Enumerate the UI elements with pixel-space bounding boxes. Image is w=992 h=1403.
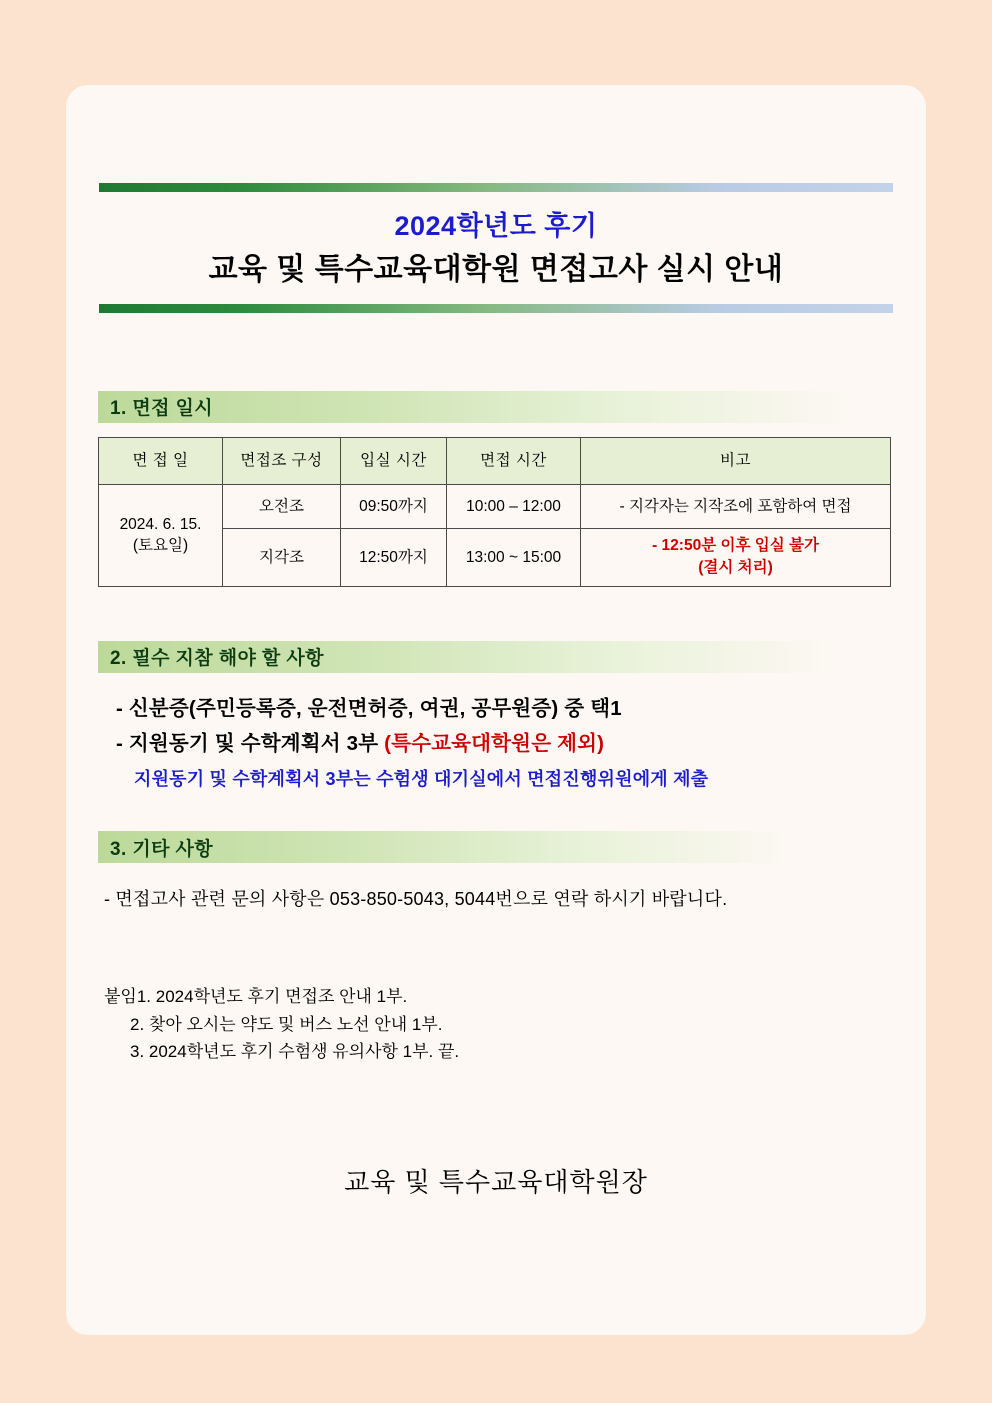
table-header-row [99, 437, 891, 484]
cell-note-warning-line2: (결시 처리) [698, 559, 773, 577]
column-header-date: 면 접 일 [99, 437, 223, 484]
section-heading-other [98, 831, 798, 863]
title-rule-top [99, 183, 893, 192]
title-block [98, 85, 894, 313]
required-item-2-text: - 지원동기 및 수학계획서 3부 [116, 732, 385, 756]
section2-label: 2. 필수 지참 해야 할 사항 [110, 648, 324, 670]
cell-enter-time: 09:50까지 [341, 484, 447, 528]
column-header-note: 비고 [581, 437, 891, 484]
title-rule-bottom [99, 304, 893, 313]
cell-enter-time: 12:50까지 [341, 528, 447, 586]
cell-date [99, 484, 223, 586]
column-header-group: 면접조 구성 [223, 437, 341, 484]
cell-date-line1: 2024. 6. 15. [119, 515, 202, 533]
section1-label: 1. 면접 일시 [110, 398, 214, 420]
attachment-line-1: 붙임1. 2024학년도 후기 면접조 안내 1부. [104, 987, 408, 1007]
cell-date-line2: (토요일) [132, 537, 189, 555]
column-header-enter-time: 입실 시간 [341, 437, 447, 484]
document-page [66, 85, 926, 1335]
attachments-block [98, 983, 894, 1066]
column-header-interview-time: 면접 시간 [447, 437, 581, 484]
cell-note-warning-line1: - 12:50분 이후 입실 불가 [652, 536, 819, 554]
table-row [99, 484, 891, 528]
cell-group: 오전조 [223, 484, 341, 528]
section3-label: 3. 기타 사항 [110, 838, 214, 860]
cell-interview-time: 13:00 ~ 15:00 [447, 528, 581, 586]
cell-note: - 지각자는 지작조에 포함하여 면접 [581, 484, 891, 528]
attachment-line-3: 3. 2024학년도 후기 수험생 유의사항 1부. 끝. [130, 1042, 460, 1062]
interview-schedule-table [98, 437, 891, 587]
document-inner [98, 85, 894, 1335]
required-item-1 [116, 691, 894, 726]
title-text-group [98, 192, 894, 304]
cell-group: 지각조 [223, 528, 341, 586]
signature-line: 교육 및 특수교육대학원장 [344, 1166, 648, 1197]
page-title-line2: 교육 및 특수교육대학원 면접고사 실시 안내 [208, 253, 784, 287]
required-item-1-text: - 신분증(주민등록증, 운전면허증, 여권, 공무원증) 중 택1 [116, 696, 622, 720]
cell-note-warning [581, 528, 891, 586]
section-heading-interview-date [98, 391, 858, 423]
section-heading-required-items [98, 641, 838, 673]
cell-interview-time: 10:00 – 12:00 [447, 484, 581, 528]
attachment-line-2: 2. 찾아 오시는 약도 및 버스 노선 안내 1부. [130, 1014, 443, 1034]
page-title-line1: 2024학년도 후기 [394, 211, 598, 241]
required-item-2-exception: (특수교육대학원은 제외) [384, 732, 605, 756]
section2-body [98, 691, 894, 792]
required-item-2 [116, 726, 894, 761]
section2-subnote: 지원동기 및 수학계획서 3부는 수험생 대기실에서 면접진행위원에게 제출 [134, 769, 709, 790]
section3-body: - 면접고사 관련 문의 사항은 053-850-5043, 5044번으로 연락 하시기 바랍니다. [104, 889, 728, 910]
